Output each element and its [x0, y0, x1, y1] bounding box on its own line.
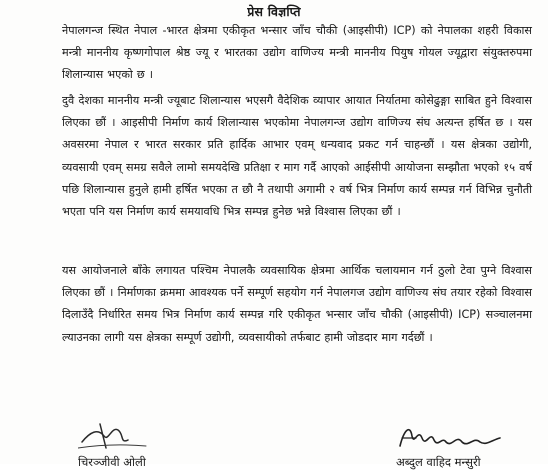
paragraph-1: नेपालगन्ज स्थित नेपाल -भारत क्षेत्रमा एकीकृत भन्सार जाँच चौकी (आइसीपी) ICP) को नेपालका शहरी विकास मन्त्री माननीय कृष्णगोपाल श्रेष्ठ ज्यू र भारतका उद्योग वाणिज्य मन्त्री माननीय पियुष गोयल ज्यूद्वारा संयुक्तरुपमा शिलान्यास भएको छ ।	[62, 24, 532, 82]
left-signatory-name: चिरञ्जीवी ओली	[78, 455, 146, 469]
right-signatory-name: अब्दुल वाहिद मन्सुरी	[396, 455, 481, 469]
paragraph-2: दुवै देशका माननीय मन्त्री ज्यूबाट शिलान्यास भएसगै वैदेशिक व्यापार आयात निर्यातमा कोसेढुङ्गा साबित हुने विश्वास लिएका छौं । आइसीपी निर्माण कार्य शिलान्यास भएकोमा नेपालगन्ज उद्योग वाणिज्य संघ अत्यन्त हर्षित छ । यस अवसरमा नेपाल र भारत सरकार प्रति हार्दिक आभार एवम् धन्यवाद प्रकट गर्न चाहन्छौं । यस क्षेत्रका उद्योगी, व्यवसायी एवम् समग्र सवैले लामो समयदेखि प्रतिक्षा र माग गर्दै आएको आईसीपी आयोजना सम्झौता भएको १५ वर्ष पछि शिलान्यास हुनुले हामी हर्षित भएका त छौ नै तथापी अगामी २ वर्ष भित्र निर्माण कार्य सम्पन्न गर्न विभिन्न चुनौती भएता पनि यस निर्माण कार्य समयावधि भित्र सम्पन्न हुनेछ भन्ने विश्वास लिएका छौं ।	[62, 94, 532, 219]
left-signature-mark	[78, 418, 148, 452]
page-title: प्रेस विज्ञप्ति	[247, 4, 301, 19]
right-signature-mark	[396, 418, 506, 454]
paragraph-3: यस आयोजनाले बाँके लगायत पश्चिम नेपालकै व्यवसायिक क्षेत्रमा आर्थिक चलायमान गर्न ठुलो टेवा पुग्ने विश्वास लिएका छौं । निर्माणका क्रममा आवश्यक पर्ने सम्पूर्ण सहयोग गर्न नेपालगज उद्योग वाणिज्य संघ तयार रहेको विश्वास दिलाउँदै निर्धारित समय भित्र निर्माण कार्य सम्पन्न गरि एकीकृत भन्सार जाँच चौकी (आइसीपी) ICP) सञ्चालनमा ल्याउनका लागी यस क्षेत्रका सम्पूर्ण उद्योगी, व्यवसायीको तर्फबाट हामी जोडदार माग गर्दछौं ।	[62, 264, 532, 344]
